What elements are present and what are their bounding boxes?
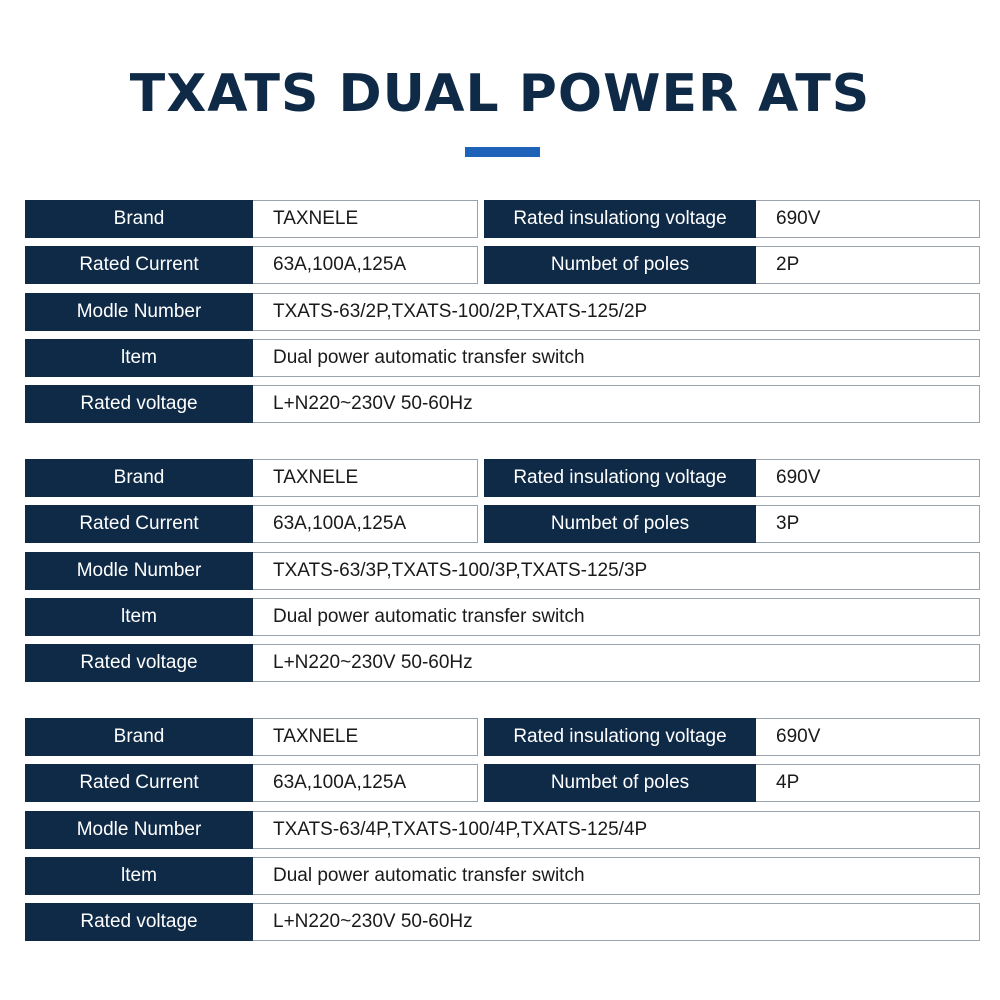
brand-label: Brand [25, 200, 253, 238]
spec-row-voltage [25, 903, 980, 941]
model-number-value: TXATS-63/3P,TXATS-100/3P,TXATS-125/3P [253, 552, 980, 590]
number-of-poles-value: 3P [756, 505, 980, 543]
rated-voltage-label: Rated voltage [25, 644, 253, 682]
rated-insulating-voltage-label: Rated insulationg voltage [484, 200, 756, 238]
spec-row-brand [25, 718, 980, 756]
item-label: ltem [25, 857, 253, 895]
spec-row-voltage [25, 385, 980, 423]
spec-row-current [25, 505, 980, 543]
rated-current-label: Rated Current [25, 246, 253, 284]
item-value: Dual power automatic transfer switch [253, 857, 980, 895]
spec-row-voltage [25, 644, 980, 682]
number-of-poles-label: Numbet of poles [484, 505, 756, 543]
spec-row-model [25, 811, 980, 849]
brand-label: Brand [25, 459, 253, 497]
model-number-label: Modle Number [25, 552, 253, 590]
rated-voltage-value: L+N220~230V 50-60Hz [253, 903, 980, 941]
item-value: Dual power automatic transfer switch [253, 598, 980, 636]
rated-current-value: 63A,100A,125A [253, 246, 478, 284]
brand-value: TAXNELE [253, 200, 478, 238]
model-number-label: Modle Number [25, 811, 253, 849]
rated-insulating-voltage-value: 690V [756, 459, 980, 497]
number-of-poles-value: 2P [756, 246, 980, 284]
rated-voltage-label: Rated voltage [25, 385, 253, 423]
item-value: Dual power automatic transfer switch [253, 339, 980, 377]
spec-row-model [25, 552, 980, 590]
number-of-poles-value: 4P [756, 764, 980, 802]
spec-row-item [25, 598, 980, 636]
spec-row-current [25, 246, 980, 284]
rated-current-label: Rated Current [25, 505, 253, 543]
item-label: ltem [25, 339, 253, 377]
number-of-poles-label: Numbet of poles [484, 246, 756, 284]
spec-row-item [25, 857, 980, 895]
spec-row-model [25, 293, 980, 331]
rated-current-label: Rated Current [25, 764, 253, 802]
spec-row-brand [25, 200, 980, 238]
model-number-value: TXATS-63/4P,TXATS-100/4P,TXATS-125/4P [253, 811, 980, 849]
brand-value: TAXNELE [253, 718, 478, 756]
spec-row-item [25, 339, 980, 377]
title-accent-bar [465, 147, 540, 157]
number-of-poles-label: Numbet of poles [484, 764, 756, 802]
rated-insulating-voltage-label: Rated insulationg voltage [484, 459, 756, 497]
rated-current-value: 63A,100A,125A [253, 764, 478, 802]
rated-insulating-voltage-value: 690V [756, 718, 980, 756]
spec-row-current [25, 764, 980, 802]
rated-voltage-value: L+N220~230V 50-60Hz [253, 644, 980, 682]
brand-label: Brand [25, 718, 253, 756]
brand-value: TAXNELE [253, 459, 478, 497]
rated-voltage-value: L+N220~230V 50-60Hz [253, 385, 980, 423]
model-number-label: Modle Number [25, 293, 253, 331]
page-title: TXATS DUAL POWER ATS [129, 64, 871, 124]
model-number-value: TXATS-63/2P,TXATS-100/2P,TXATS-125/2P [253, 293, 980, 331]
rated-voltage-label: Rated voltage [25, 903, 253, 941]
item-label: ltem [25, 598, 253, 636]
rated-insulating-voltage-value: 690V [756, 200, 980, 238]
rated-current-value: 63A,100A,125A [253, 505, 478, 543]
spec-row-brand [25, 459, 980, 497]
rated-insulating-voltage-label: Rated insulationg voltage [484, 718, 756, 756]
